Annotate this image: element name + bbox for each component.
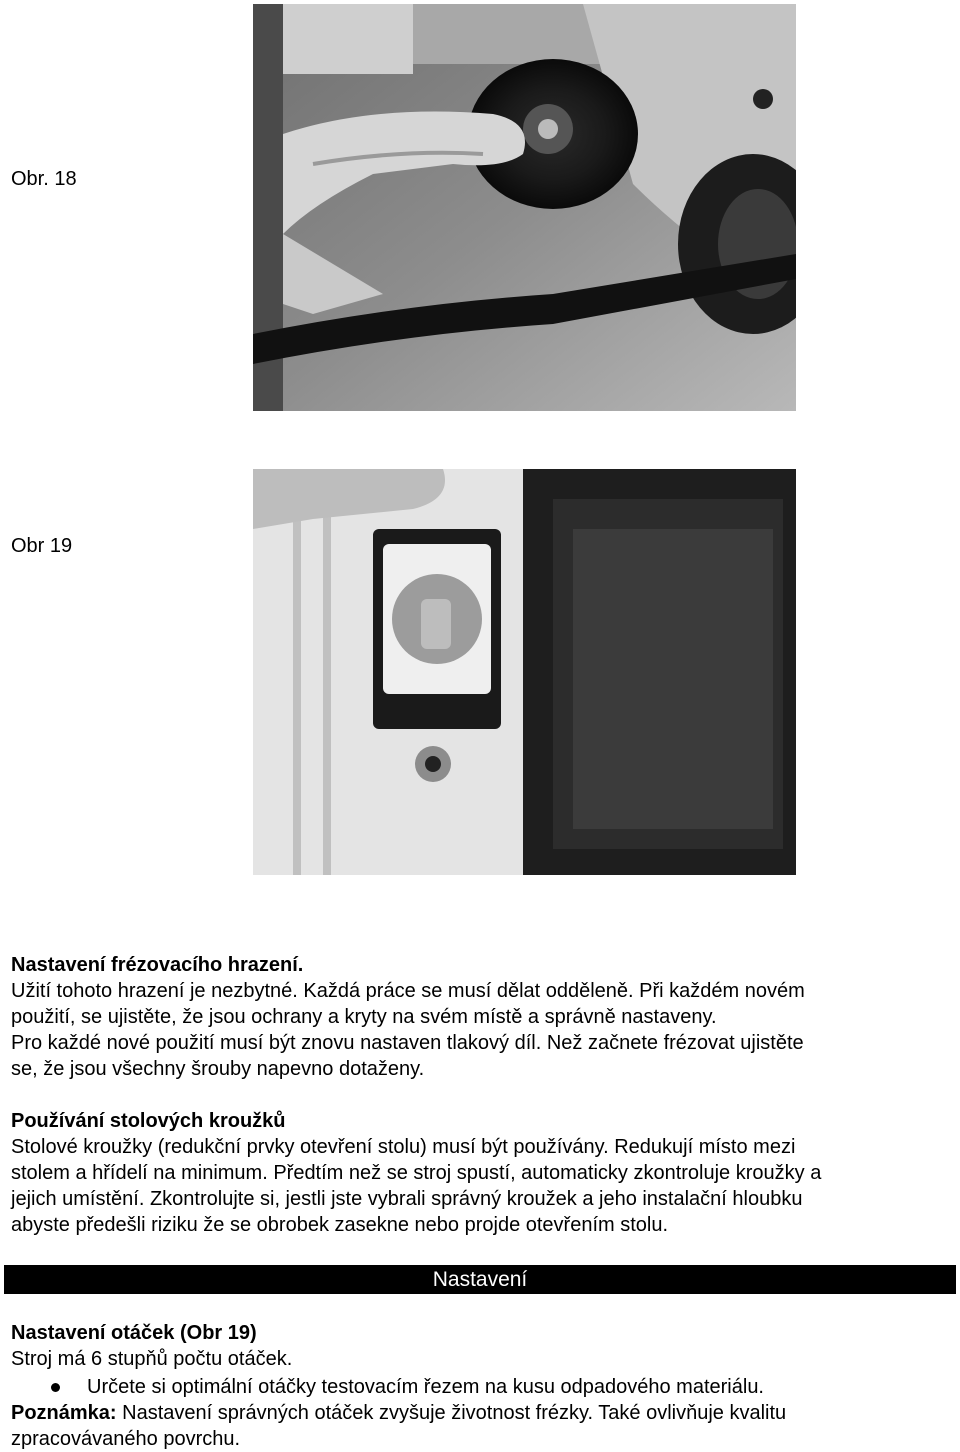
- section-table-rings: [11, 1108, 946, 1238]
- paragraph-line: Stolové kroužky (redukční prvky otevření stolu) musí být používány. Redukují místo mezi: [11, 1136, 796, 1158]
- section-banner: Nastavení: [4, 1265, 956, 1294]
- photo-dust-port-icon: [253, 4, 796, 411]
- note-text: Nastavení správných otáček zvyšuje životnost frézky. Také ovlivňuje kvalitu: [116, 1402, 787, 1424]
- note-line: [11, 1400, 946, 1426]
- figure-caption-18: Obr. 18: [11, 168, 77, 190]
- section-milling-fence: [11, 952, 946, 1082]
- figure-caption-19: Obr 19: [11, 535, 73, 557]
- paragraph-line: stolem a hřídelí na minimum. Předtím než se stroj spustí, automaticky zkontroluje kroužky a: [11, 1162, 822, 1184]
- photo-figure-18: [253, 4, 796, 411]
- photo-switch-panel-icon: [253, 469, 796, 875]
- section-title: Nastavení frézovacího hrazení.: [11, 954, 304, 976]
- paragraph-line: Užití tohoto hrazení je nezbytné. Každá práce se musí dělat odděleně. Při každém novém: [11, 980, 805, 1002]
- paragraph-line: se, že jsou všechny šrouby napevno dotaženy.: [11, 1058, 425, 1080]
- paragraph-line: abyste předešli riziku že se obrobek zasekne nebo projde otevřením stolu.: [11, 1214, 669, 1236]
- paragraph-line: jejich umístění. Zkontrolujte si, jestli jste vybrali správný kroužek a jeho instalační hloubku: [11, 1188, 803, 1210]
- note-label: Poznámka:: [11, 1402, 117, 1424]
- paragraph-line: Stroj má 6 stupňů počtu otáček.: [11, 1348, 293, 1370]
- bullet-icon: [51, 1383, 60, 1392]
- list-item: [11, 1374, 946, 1400]
- photo-figure-19: [253, 469, 796, 875]
- note-block: [11, 1400, 946, 1452]
- list-item-text: Určete si optimální otáčky testovacím řezem na kusu odpadového materiálu.: [87, 1376, 764, 1398]
- section-title: Nastavení otáček (Obr 19): [11, 1322, 257, 1344]
- section-title: Používání stolových kroužků: [11, 1110, 286, 1132]
- note-line-2: zpracovávaného povrchu.: [11, 1428, 241, 1450]
- section-speed-settings: [11, 1320, 946, 1372]
- paragraph-line: Pro každé nové použití musí být znovu nastaven tlakový díl. Než začnete frézovat ujistěte: [11, 1032, 804, 1054]
- paragraph-line: použití, se ujistěte, že jsou ochrany a kryty na svém místě a správně nastaveny.: [11, 1006, 717, 1028]
